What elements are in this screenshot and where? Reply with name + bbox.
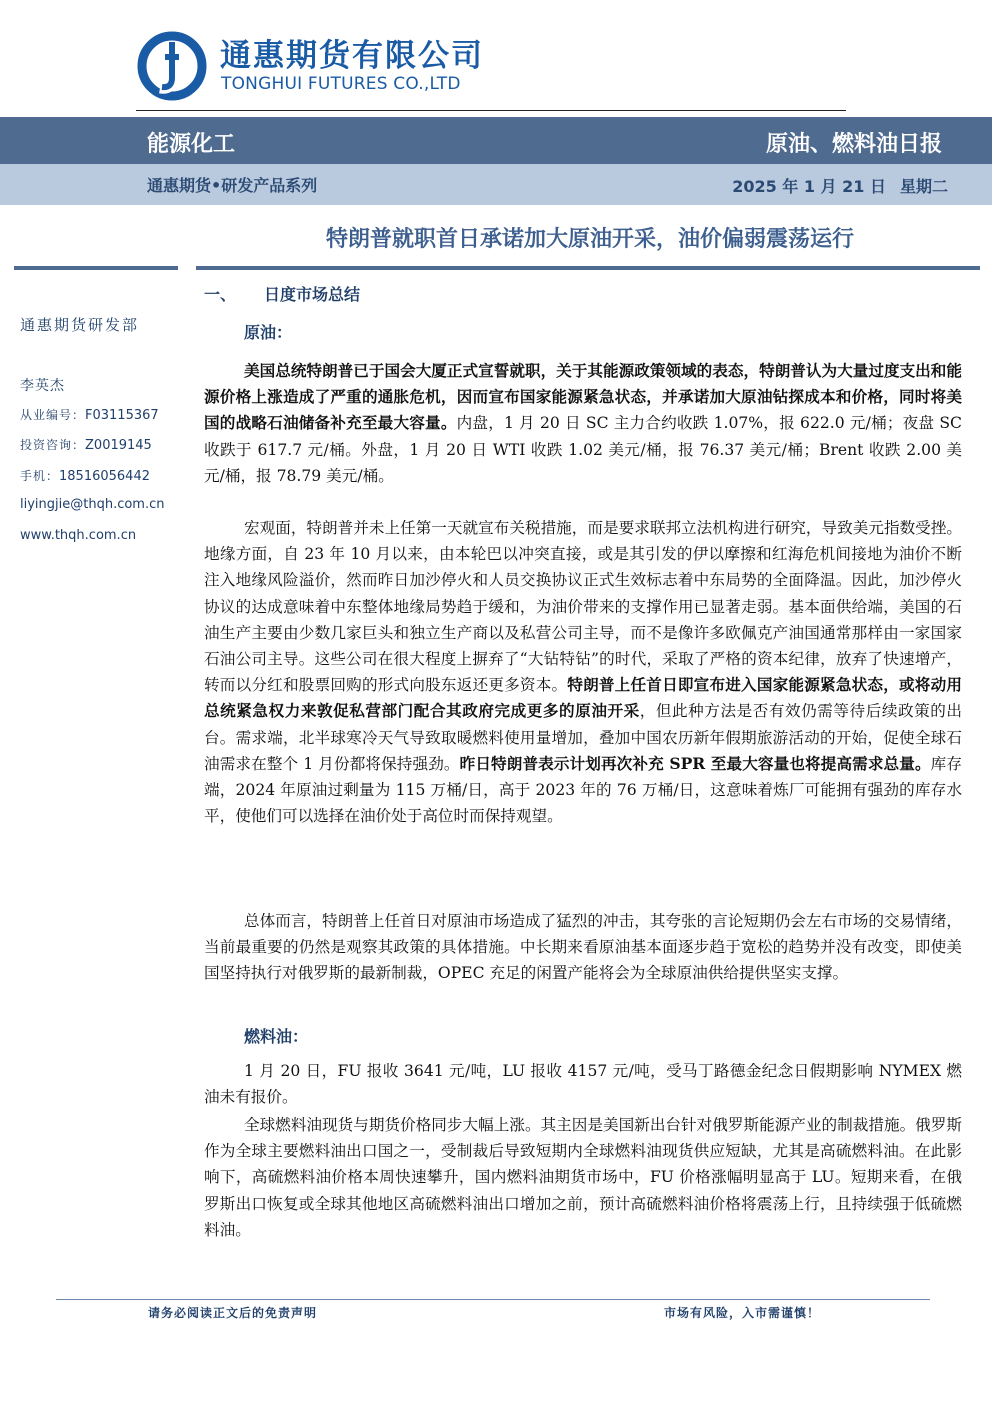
phone-label: 手机： [20,469,60,483]
consult-number [20,436,152,453]
phone-value: 18516056442 [59,469,150,484]
company-logo [136,28,496,104]
weekday-text: 星期二 [899,177,948,196]
crude-p2-bold-b: 特朗普上任首日即宣布进入国家能源紧急状态，或将动用总统紧急权力来敦促私营部门配合其政府完成更多的原油开采 [204,675,962,721]
website-link[interactable]: www.thqh.com.cn [20,528,137,543]
series-label: 通惠期货•研发产品系列 [147,176,318,195]
license-label: 从业编号： [20,408,86,422]
report-type: 原油、燃料油日报 [765,132,942,157]
header-divider [136,110,846,111]
fuel-heading: 燃料油： [244,1027,309,1046]
company-name-cn: 通惠期货有限公司 [220,38,484,74]
disclaimer-note[interactable]: 请务必阅读正文后的免责声明 [148,1306,318,1320]
crude-paragraph-1 [204,358,962,489]
crude-p1-bold: 美国总统特朗普已于国会大厦正式宣誓就职，关于其能源政策领域的表态，特朗普认为大量过度支出和能源价格上涨造成了严重的通胀危机，因而宣布国家能源紧急状态，并承诺加大原油钻探成本和价格，同时将美国的战略石油储备补充至最大容量。 [204,361,962,433]
crude-paragraph-3: 总体而言，特朗普上任首日对原油市场造成了猛烈的冲击，其夸张的言论短期仍会左右市场的交易情绪，当前最重要的仍然是观察其政策的具体措施。中长期来看原油基本面逐步趋于宽松的趋势并没有改变，即使美国坚持执行对俄罗斯的最新制裁，OPEC 充足的闲置产能将会为全球原油供给提供坚实支撑。 [204,912,962,983]
crude-paragraph-2 [204,515,962,829]
footer-divider [56,1299,930,1300]
license-value: F03115367 [85,408,159,423]
consult-value: Z0019145 [85,438,152,453]
sector-label: 能源化工 [147,132,236,157]
section-heading [204,282,360,305]
crude-p1-text: 内盘，1 月 20 日 SC 主力合约收跌 1.07%，报 622.0 元/桶；夜盘 SC 收跌于 617.7 元/桶。外盘，1 月 20 日 WTI 收跌 1.02 美元/桶，报 76.37 美元/桶；Brent 收跌 2.00 美元/桶，报 78.79 美元/桶。 [204,414,962,485]
date-text: 2025 年 1 月 21 日 [732,177,886,196]
section-number: 一、 [204,285,237,304]
report-date [718,174,948,197]
email-link[interactable]: liyingjie@thqh.com.cn [20,497,165,512]
analyst-name: 李英杰 [20,378,65,394]
crude-p2-bold-d: 昨日特朗普表示计划再次补充 SPR 至最大容量也将提高需求总量。 [459,753,931,773]
consult-label: 投资咨询： [20,438,86,452]
risk-warning: 市场有风险，入市需谨慎！ [663,1306,820,1320]
phone-number [20,467,150,484]
fuel-paragraph-2: 全球燃料油现货与期货价格同步大幅上涨。其主因是美国新出台针对俄罗斯能源产业的制裁措施。俄罗斯作为全球主要燃料油出口国之一，受制裁后导致短期内全球燃料油现货供应短缺，尤其是高硫燃料油。在此影响下，高硫燃料油价格本周快速攀升，国内燃料油期货市场中，FU 价格涨幅明显高于 LU。短期来看，在俄罗斯出口恢复或全球其他地区高硫燃料油出口增加之前，预计高硫燃料油价格将震荡上行，且持续强于低硫燃料油。 [204,1116,962,1239]
crude-p2-text-c: ，但此种方法是否有效仍需等待后续政策的出台。需求端，北半球寒冷天气导致取暖燃料使用量增加，叠加中国农历新年假期旅游活动的开始，促使全球石油需求在整个 1 月份都将保持强劲。 [204,702,962,773]
section-title: 日度市场总结 [264,285,361,304]
crude-p2-text-a: 宏观面，特朗普并未上任第一天就宣布关税措施，而是要求联邦立法机构进行研究，导致美元指数受挫。地缘方面，自 23 年 10 月以来，由本轮巴以冲突直接，或是其引发的伊以摩擦和红海危机间接地为油价不断注入地缘风险溢价，然而昨日加沙停火和人员交换协议正式生效标志着中东局势的全面降温。因此，加沙停火协议的达成意味着中东整体地缘局势趋于缓和，为油价带来的支撑作用已显著走弱。基本面供给端，美国的石油生产主要由少数几家巨头和独立生产商以及私营公司主导，而不是像许多欧佩克产油国通常那样由一家国家石油公司主导。这些公司在很大程度上摒弃了“大钻特钻”的时代，采取了严格的资本纪律，放弃了快速增产，转而以分红和股票回购的形式向股东返还更多资本。 [204,519,962,695]
title-rule [196,266,980,270]
crude-p2-text-e: 库存端，2024 年原油过剩量为 115 万桶/日，高于 2023 年的 76 万桶/日，这意味着炼厂可能拥有强劲的库存水平，使他们可以选择在油价处于高位时而保持观望。 [204,754,962,826]
sidebar-title-rule [14,266,178,270]
tonghui-logo-icon [136,30,208,102]
page-title: 特朗普就职首日承诺加大原油开采，油价偏弱震荡运行 [325,227,854,252]
department: 通惠期货研发部 [20,316,140,334]
crude-heading: 原油： [244,323,293,342]
license-number [20,406,159,423]
fuel-paragraph-1: 1 月 20 日，FU 报收 3641 元/吨，LU 报收 4157 元/吨，受马丁路德金纪念日假期影响 NYMEX 燃油未有报价。 [204,1062,962,1107]
company-name-en: TONGHUI FUTURES CO.,LTD [221,74,461,94]
